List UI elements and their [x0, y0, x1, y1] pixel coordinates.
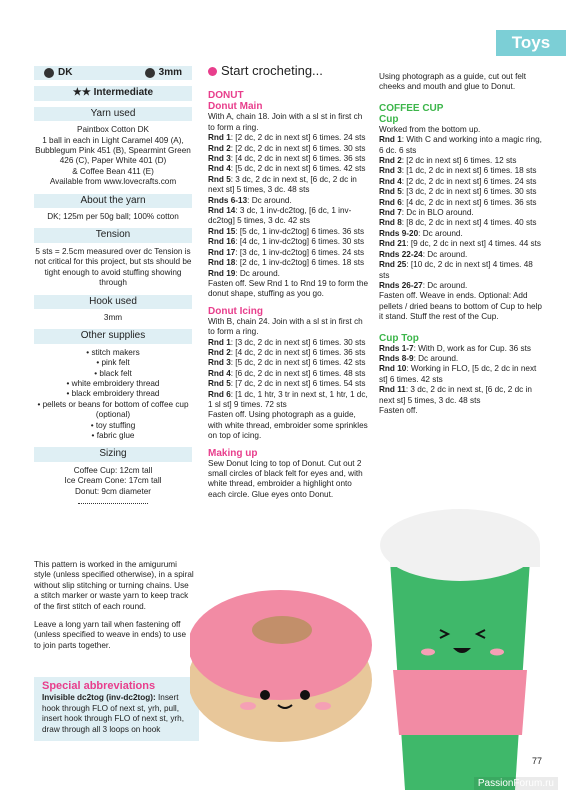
tension-text: 5 sts = 2.5cm measured over dc Tension is not critical for this project, but sts should be tight enough to avoid stuffing showing through [34, 246, 192, 288]
sizing-line: Ice Cream Cone: 17cm tall [64, 476, 162, 486]
hook-icon [145, 68, 155, 78]
yarn-weight: DK [44, 68, 72, 78]
skill-level: ★★ Intermediate [34, 86, 192, 100]
yarn-line: Paintbox Cotton DK [77, 125, 149, 135]
yarn-ball-icon [44, 68, 54, 78]
pattern-row: Rnds 8-9: Dc around. [379, 353, 459, 363]
supply-item: • black felt [34, 369, 192, 379]
coffee-column [379, 72, 544, 416]
pattern-row: Rnd 2: [2 dc in next st] 6 times. 12 sts [379, 156, 517, 166]
donut-column [208, 63, 370, 500]
pattern-row: Rnds 9-20: Dc around. [379, 228, 463, 238]
toys-photo [190, 470, 566, 800]
special-abbreviations-box [34, 677, 199, 741]
yarn-heading: Yarn used [34, 107, 192, 121]
supply-item: • pellets or beans for bottom of coffee cup (optional) [34, 400, 192, 421]
hook-used-text: 3mm [103, 312, 123, 322]
pattern-row: Rnd 3: [4 dc, 2 dc in next st] 6 times. 36 sts [208, 154, 366, 164]
abbr-text: Insert hook through FLO of next st, yrh, pull, insert hook through FLO of next st, yrh, draw through all 3 loops on hook [42, 693, 184, 734]
pattern-row: Rnd 5: [3 dc, 2 dc in next st] 6 times. 30 sts [379, 187, 537, 197]
divider [78, 503, 148, 504]
pattern-row: Rnd 4: [6 dc, 2 dc in next st] 6 times. 48 sts [208, 368, 366, 378]
sizing-details [34, 466, 192, 497]
cup-top-title: Cup Top [379, 332, 419, 344]
pattern-row: Rnds 1-7: With D, work as for Cup. 36 sts [379, 343, 531, 353]
pattern-row: Rnd 5: [7 dc, 2 dc in next st] 6 times. 54 sts [208, 379, 366, 389]
pattern-row: Rnd 14: 3 dc, 1 inv-dc2tog, [6 dc, 1 inv-dc2tog] 5 times, 3 dc. 42 sts [208, 206, 352, 226]
pattern-row: Rnd 25: [10 dc, 2 dc in next st] 4 times. 48 sts [379, 260, 533, 280]
pattern-row: Rnd 11: 3 dc, 2 dc in next st, [6 dc, 2 dc in next st] 5 times, 3 dc. 48 sts [379, 385, 532, 405]
tension-heading: Tension [34, 228, 192, 242]
pattern-row: Rnds 6-13: Dc around. [208, 195, 292, 205]
donut-title: DONUT [208, 90, 244, 102]
coffee-cup-illustration [380, 509, 540, 790]
pattern-row: Rnds 26-27: Dc around. [379, 280, 468, 290]
pattern-row: Rnd 3: [1 dc, 2 dc in next st] 6 times. 18 sts [379, 166, 537, 176]
cup-end: Fasten off. Weave in ends. Optional: Add pellets / dried beans to bottom of Cup to help it stand. Stuff the rest of the Cup. [379, 291, 542, 322]
start-heading: Start crocheting... [208, 66, 370, 76]
donut-finish-note: Using photograph as a guide, cut out felt cheeks and mouth and glue to Donut. [379, 72, 527, 92]
abbr-term: Invisible dc2tog (inv-dc2tog): [42, 693, 156, 703]
pattern-row: Rnd 5: 3 dc, 2 dc in next st, [6 dc, 2 dc in next st] 5 times, 3 dc. 48 sts [208, 174, 357, 195]
donut-main-intro: With A, chain 18. Join with a sl st in first ch to form a ring. [208, 112, 363, 132]
yarn-line: & Coffee Bean 411 (E) [72, 166, 154, 176]
bullet-icon [208, 67, 217, 76]
yarn-line: Bubblegum Pink 451 (B), Spearmint Green [35, 146, 191, 156]
supply-item: • toy stuffing [34, 421, 192, 431]
section-tab: Toys [496, 30, 566, 56]
donut-icing-end: Fasten off. Using photograph as a guide, with white thread, embroider some sprinkles on top of icing. [208, 410, 368, 441]
pattern-row: Rnd 17: [3 dc, 1 inv-dc2tog] 6 times. 24 sts [208, 247, 365, 257]
pattern-row: Rnd 1: [2 dc, 2 dc in next st] 6 times. 24 sts [208, 133, 366, 143]
donut-main-end: Fasten off. Sew Rnd 1 to Rnd 19 to form the donut shape, stuffing as you go. [208, 278, 369, 299]
pattern-row: Rnds 22-24: Dc around. [379, 249, 468, 259]
page-number: 77 [531, 756, 542, 766]
pattern-row: Rnd 6: [1 dc, 1 htr, 3 tr in next st, 1 htr, 1 dc, 1 sl st] 9 times. 72 sts [208, 389, 368, 409]
cup-intro: Worked from the bottom up. [379, 124, 481, 134]
donut-main-title: Donut Main [208, 101, 263, 113]
supply-item: • fabric glue [34, 431, 192, 441]
donut-icing-rows [208, 338, 370, 411]
intro-paragraph: Leave a long yarn tail when fastening off (unless specified to weave in ends) to use to join parts together. [34, 620, 187, 650]
intro-paragraph: This pattern is worked in the amigurumi style (unless specified otherwise), in a spiral without slip stitching or turning chains. Use a stitch marker or waste yarn to keep track of the first stitch of each round. [34, 560, 194, 611]
donut-main-rows [208, 133, 370, 279]
yarn-line: 426 (C), Paper White 401 (D) [59, 156, 167, 166]
donut-icing-title: Donut Icing [208, 305, 263, 317]
supply-item: • pink felt [34, 358, 192, 368]
pattern-row: Rnd 7: Dc in BLO around. [379, 208, 474, 218]
pattern-row: Rnd 1: [3 dc, 2 dc in next st] 6 times. 30 sts [208, 337, 366, 347]
special-abbr-heading: Special abbreviations [42, 680, 156, 692]
watermark: PassionForum.ru [474, 777, 558, 790]
hook-size: 3mm [145, 68, 182, 78]
left-column [34, 66, 192, 510]
sizing-heading: Sizing [34, 447, 192, 461]
spec-bar [34, 66, 192, 80]
supply-item: • black embroidery thread [34, 389, 192, 399]
other-supplies-heading: Other supplies [34, 329, 192, 343]
pattern-row: Rnd 10: Working in FLO, [5 dc, 2 dc in next st] 6 times. 42 sts [379, 364, 537, 384]
cup-title: Cup [379, 113, 399, 125]
pattern-row: Rnd 6: [4 dc, 2 dc in next st] 6 times. 36 sts [379, 197, 537, 207]
intro-text [34, 560, 194, 659]
pattern-row: Rnd 15: [5 dc, 1 inv-dc2tog] 6 times. 36 sts [208, 226, 365, 236]
yarn-details [34, 125, 192, 187]
pattern-row: Rnd 1: With C and working into a magic ring, 6 dc. 6 sts [379, 135, 542, 155]
supply-item: • stitch makers [34, 348, 192, 358]
pattern-row: Rnd 21: [9 dc, 2 dc in next st] 4 times. 44 sts [379, 239, 542, 249]
about-yarn-text: DK; 125m per 50g ball; 100% cotton [47, 212, 179, 222]
yarn-line: Available from www.lovecrafts.com [49, 177, 177, 187]
about-yarn-heading: About the yarn [34, 194, 192, 208]
sizing-line: Coffee Cup: 12cm tall [73, 465, 153, 475]
pattern-row: Rnd 16: [4 dc, 1 inv-dc2tog] 6 times. 30 sts [208, 237, 365, 247]
pattern-row: Rnd 19: Dc around. [208, 268, 280, 278]
supplies-list [34, 348, 192, 442]
pattern-row: Rnd 18: [2 dc, 1 inv-dc2tog] 6 times. 18 sts [208, 258, 365, 268]
pattern-row: Rnd 3: [5 dc, 2 dc in next st] 6 times. 42 sts [208, 358, 366, 368]
hook-used-heading: Hook used [34, 295, 192, 309]
supply-item: • white embroidery thread [34, 379, 192, 389]
donut-illustration [190, 590, 372, 742]
cup-rows [379, 135, 544, 291]
donut-icing-intro: With B, chain 24. Join with a sl st in first ch to form a ring. [208, 316, 363, 337]
pattern-row: Rnd 8: [8 dc, 2 dc in next st] 4 times. 40 sts [379, 218, 537, 228]
coffee-cup-title: COFFEE CUP [379, 102, 444, 114]
sizing-line: Donut: 9cm diameter [75, 486, 151, 496]
making-up-text: Sew Donut Icing to top of Donut. Cut out 2 small circles of black felt for eyes and, with white thread, embroider a highlight onto each circle. Glue eyes onto Donut. [208, 458, 363, 499]
pattern-row: Rnd 2: [4 dc, 2 dc in next st] 6 times. 36 sts [208, 347, 366, 357]
cup-top-end: Fasten off. [379, 405, 418, 415]
making-up-title: Making up [208, 447, 258, 459]
pattern-row: Rnd 4: [2 dc, 2 dc in next st] 6 times. 24 sts [379, 176, 537, 186]
yarn-line: 1 ball in each in Light Caramel 409 (A), [42, 135, 184, 145]
cup-top-rows [379, 344, 544, 406]
pattern-row: Rnd 4: [5 dc, 2 dc in next st] 6 times. 42 sts [208, 164, 366, 174]
pattern-row: Rnd 2: [2 dc, 2 dc in next st] 6 times. 30 sts [208, 143, 366, 153]
